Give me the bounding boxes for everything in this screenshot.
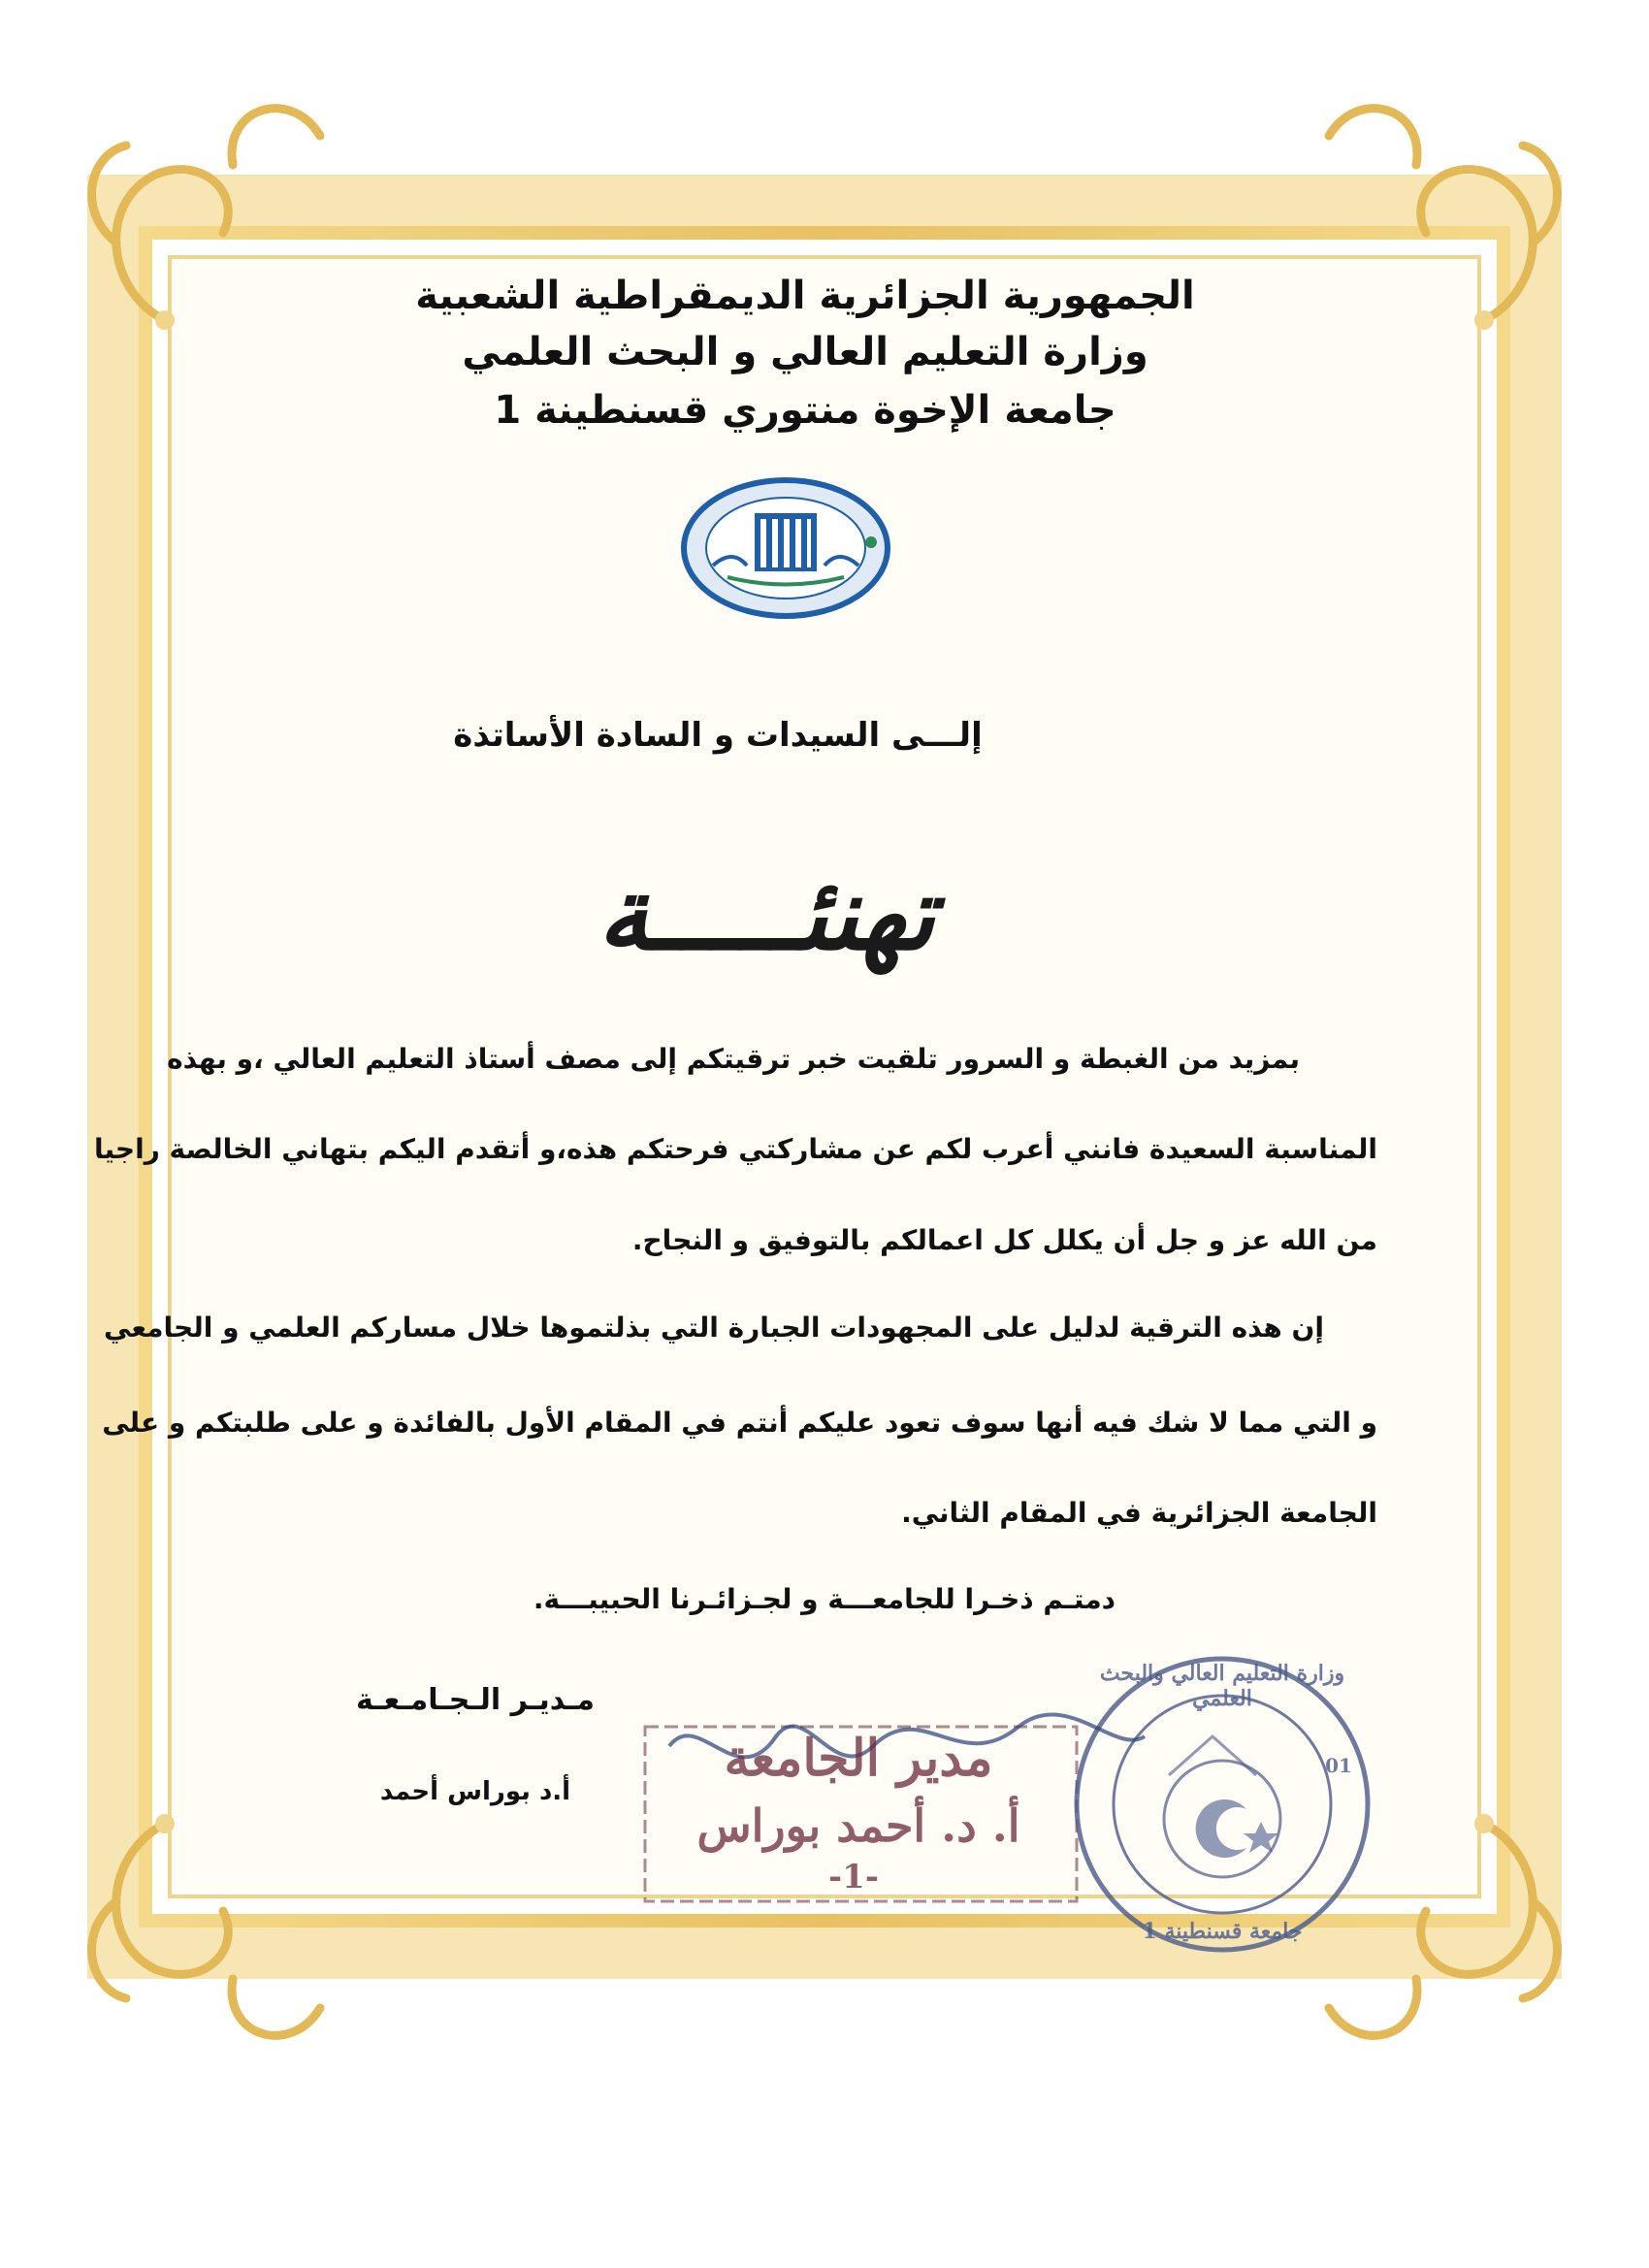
signature-role: مـديـر الـجـامـعـة	[356, 1683, 595, 1717]
body-line-1: بمزيد من الغبطة و السرور تلقيت خبر ترقيتكم إلى مصف أستاذ التعليم العالي ،و بهذه	[167, 1043, 1300, 1075]
body-line-3: من الله عز و جل أن يكلل كل اعمالكم بالتوفيق و النجاح.	[631, 1224, 1377, 1256]
header-republic: الجمهورية الجزائرية الديمقراطية الشعبية	[415, 274, 1195, 318]
body-line-5: و التي مما لا شك فيه أنها سوف تعود عليكم أنتم في المقام الأول بالفائدة و على طلبتكم و على	[102, 1407, 1377, 1439]
header-university: جامعة الإخوة منتوري قسنطينة 1	[494, 388, 1116, 433]
header-ministry: وزارة التعليم العالي و البحث العلمي	[462, 330, 1148, 374]
stamp-role: مدير الجامعة	[724, 1729, 993, 1788]
seal-ring-text: وزارة التعليم العالي والبحث العلمي	[1099, 1661, 1345, 1711]
body-line-4: إن هذه الترقية لدليل على المجهودات الجبارة التي بذلتموها خلال مساركم العلمي و الجامعي	[104, 1312, 1324, 1344]
page-title: تهنئـــــة	[598, 854, 935, 973]
stamp-name: أ. د. أحمد بوراس	[696, 1799, 1020, 1852]
addressee: إلـــى السيدات و السادة الأساتذة	[453, 716, 983, 755]
seal-bottom-text: جامعة قسنطينة 1	[1142, 1919, 1303, 1944]
university-logo	[684, 480, 888, 616]
body-line-6: الجامعة الجزائرية في المقام الثاني.	[901, 1497, 1377, 1529]
signature-name: أ.د بوراس أحمد	[379, 1777, 571, 1806]
seal-number: 01	[1325, 1754, 1352, 1777]
stamp-number: -1-	[828, 1858, 879, 1896]
body-line-2: المناسبة السعيدة فانني أعرب لكم عن مشاركتي فرحتكم هذه،و أتقدم اليكم بتهاني الخالصة راجيا	[93, 1133, 1377, 1165]
closing-line: دمتـم ذخـرا للجامعـــة و لجـزائـرنا الحبيبـــة.	[533, 1583, 1116, 1615]
